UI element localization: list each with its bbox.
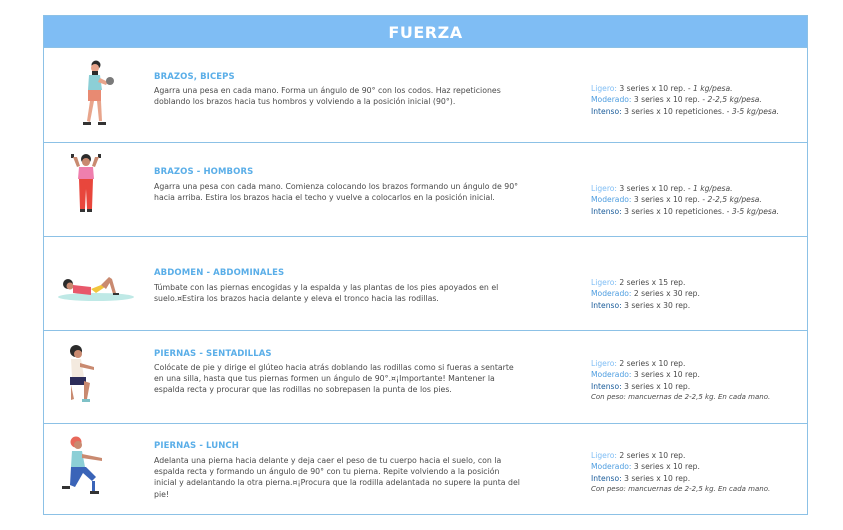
level-light: Ligero: 2 series x 10 rep. — [591, 451, 686, 460]
level-moderate: Moderado: 3 series x 10 rep. - 2-2,5 kg/pesa. — [591, 195, 762, 205]
level-moderate: Moderado: 3 series x 10 rep. - 2-2,5 kg/pesa. — [591, 95, 762, 105]
exercise-row-lunges — [44, 423, 807, 515]
exercise-description: Túmbate con las piernas encogidas y la espalda y las plantas de los pies apoyados en el suelo.¤Estira los brazos hacia delante y eleva el tronco hacia las rodillas. — [154, 283, 499, 304]
exercise-title: PIERNAS - SENTADILLAS — [154, 349, 272, 359]
exercise-levels — [591, 183, 806, 217]
level-intense: Intenso: 3 series x 10 rep. — [591, 473, 691, 483]
level-intense: Intenso: 3 series x 10 repeticiones. - 3-5 kg/pesa. — [591, 106, 779, 116]
exercise-levels — [591, 277, 806, 311]
level-intense: Intenso: 3 series x 10 repeticiones. - 3-5 kg/pesa. — [591, 206, 779, 216]
lunge-figure-icon — [56, 434, 136, 500]
level-light: Ligero: 2 series x 10 rep. — [591, 359, 686, 368]
exercise-title: PIERNAS - LUNCH — [154, 441, 239, 451]
exercise-description: Colócate de pie y dirige el glúteo hacia atrás doblando las rodillas como si fueras a sentarte en una silla, hasta que tus piernas formen un ángulo de 90°.¤¡Importante! Mantener la espalda recta y procurar que las rodillas no sobrepasen la punta de los pies. — [154, 363, 514, 395]
exercise-row-shoulders — [44, 142, 807, 236]
strength-table — [43, 15, 808, 515]
squat-figure-icon — [56, 341, 136, 413]
exercise-description: Adelanta una pierna hacia delante y deja caer el peso de tu cuerpo hacia el suelo, con la espalda recta y formando un ángulo de 90° con tu pierna. Repite volviendo a la posición inicial y adelantando la otra pierna.¤¡Procura que la rodilla adelantada no supere la punta del pie! — [154, 456, 520, 499]
exercise-row-squats — [44, 330, 807, 423]
exercise-levels — [591, 450, 806, 495]
exercise-row-abs — [44, 236, 807, 330]
level-light: Ligero: 3 series x 10 rep. - 1 kg/pesa. — [591, 84, 733, 93]
section-header: FUERZA — [44, 16, 807, 47]
biceps-curl-figure-icon — [56, 56, 136, 136]
exercise-levels — [591, 358, 806, 403]
level-light: Ligero: 2 series x 15 rep. — [591, 278, 686, 287]
exercise-title: ABDOMEN - ABDOMINALES — [154, 268, 285, 278]
level-intense: Intenso: 3 series x 30 rep. — [591, 300, 691, 310]
level-moderate: Moderado: 2 series x 30 rep. — [591, 289, 700, 299]
exercise-row-biceps — [44, 47, 807, 142]
shoulder-press-figure-icon — [56, 151, 136, 231]
exercise-title: BRAZOS - HOMBORS — [154, 167, 254, 177]
exercise-description: Agarra una pesa con cada mano. Comienza colocando los brazos formando un ángulo de 90° hacia arriba. Estira los brazos hacia el techo y vuelve a colocarlos en la posición inicial. — [154, 182, 519, 203]
level-moderate: Moderado: 3 series x 10 rep. — [591, 462, 700, 472]
exercise-levels — [591, 83, 806, 117]
level-light: Ligero: 3 series x 10 rep. - 1 kg/pesa. — [591, 184, 733, 193]
sit-up-figure-icon — [56, 267, 136, 303]
weight-note: Con peso: mancuernas de 2-2,5 kg. En cada mano. — [591, 484, 771, 493]
weight-note: Con peso: mancuernas de 2-2,5 kg. En cada mano. — [591, 392, 771, 401]
exercise-title: BRAZOS, BICEPS — [154, 72, 235, 82]
exercise-description: Agarra una pesa en cada mano. Forma un ángulo de 90° con los codos. Haz repeticiones doblando los brazos hacia tus hombros y volviendo a la posición inicial (90°). — [154, 86, 501, 107]
level-moderate: Moderado: 3 series x 10 rep. — [591, 370, 700, 380]
level-intense: Intenso: 3 series x 10 rep. — [591, 381, 691, 391]
